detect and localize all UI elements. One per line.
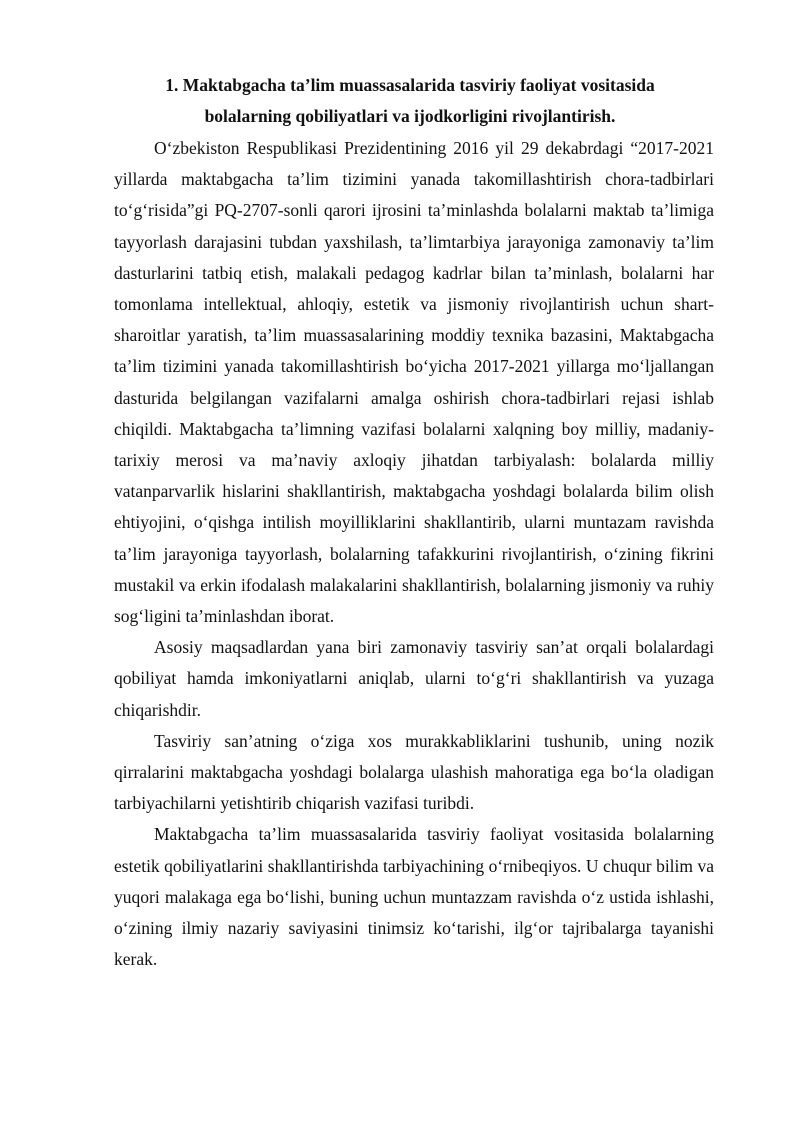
paragraph-2: Asosiy maqsadlardan yana biri zamonaviy tasviriy san’at orqali bolalardagi qobiliyat hamda imkoniyatlarni aniqlab, ularni to‘g‘ri shakllantirish va yuzaga chiqarishdir. xyxy=(114,637,714,720)
section-heading-line-1: 1. Maktabgacha ta’lim muassasalarida tasviriy faoliyat vositasida xyxy=(165,75,655,95)
paragraph-4: Maktabgacha ta’lim muassasalarida tasviriy faoliyat vositasida bolalarning estetik qobiliyatlarini shakllantirishda tarbiyachining o‘rnibeqiyos. U chuqur bilim va yuqori malakaga ega bo‘lishi, buning uchun muntazzam ravishda o‘z ustida ishlashi, o‘zining ilmiy nazariy saviyasini tinimsiz ko‘tarishi, ilg‘or tajribalarga tayanishi kerak. xyxy=(114,824,714,970)
body-text xyxy=(114,133,714,975)
section-heading xyxy=(110,70,710,132)
paragraph-1: O‘zbekiston Respublikasi Prezidentining 2016 yil 29 dekabrdagi “2017-2021 yillarda maktabgacha ta’lim tizimini yanada takomillashtirish chora-tadbirlari to‘g‘risida”gi PQ-2707-sonli qarori ijrosini ta’minlashda bolalarni maktab ta’limiga tayyorlash darajasini tubdan yaxshilash, ta’limtarbiya jarayoniga zamonaviy ta’lim dasturlarini tatbiq etish, malakali pedagog kadrlar bilan ta’minlash, bolalarni har tomonlama intellektual, ahloqiy, estetik va jismoniy rivojlantirish uchun shart-sharoitlar yaratish, ta’lim muassasalarining moddiy texnika bazasini, Maktabgacha ta’lim tizimini yanada takomillashtirish bo‘yicha 2017-2021 yillarga mo‘ljallangan dasturida belgilangan vazifalarni amalga oshirish chora-tadbirlari rejasi ishlab chiqildi. Maktabgacha ta’limning vazifasi bolalarni xalqning boy milliy, madaniy-tarixiy merosi va ma’naviy axloqiy jihatdan tarbiyalash: bolalarda milliy vatanparvarlik hislarini shakllantirish, maktabgacha yoshdagi bolalarda bilim olish ehtiyojini, o‘qishga intilish moyilliklarini shakllantirib, ularni muntazam ravishda ta’lim jarayoniga tayyorlash, bolalarning tafakkurini rivojlantirish, o‘zining fikrini mustakil va erkin ifodalash malakalarini shakllantirish, bolalarning jismoniy va ruhiy sog‘ligini ta’minlashdan iborat. xyxy=(114,138,714,627)
paragraph-3: Tasviriy san’atning o‘ziga xos murakkabliklarini tushunib, uning nozik qirralarini maktabgacha yoshdagi bolalarga ulashish mahoratiga ega bo‘la oladigan tarbiyachilarni yetishtirib chiqarish vazifasi turibdi. xyxy=(114,730,714,814)
section-heading-line-2: bolalarning qobiliyatlari va ijodkorligini rivojlantirish. xyxy=(204,106,616,126)
